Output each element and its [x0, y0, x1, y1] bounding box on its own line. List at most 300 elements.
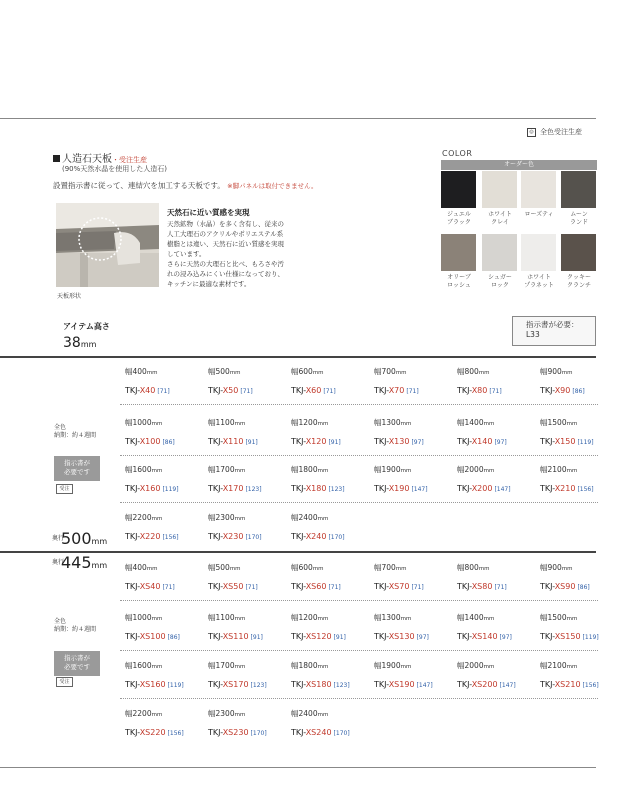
order-badge: 受注 — [56, 484, 73, 494]
code-model: X240 — [305, 532, 327, 541]
width-value: 600 — [298, 367, 313, 376]
product-cell — [457, 612, 535, 641]
lead-time-label — [54, 618, 96, 634]
product-cell — [291, 366, 369, 395]
width-unit: mm — [483, 468, 495, 474]
code-prefix: TKJ- — [208, 532, 223, 541]
product-cell — [291, 417, 369, 446]
width-label — [540, 562, 618, 573]
width-label — [374, 612, 452, 623]
code-model: X230 — [222, 532, 244, 541]
code-prefix: TKJ- — [291, 728, 306, 737]
product-code — [540, 582, 618, 591]
color-label: COLOR — [442, 149, 473, 158]
product-cell — [208, 660, 286, 689]
width-label — [374, 417, 452, 428]
color-swatch-name: クッキー クランチ — [566, 274, 591, 289]
product-code — [540, 632, 618, 641]
price-code: [170] — [245, 534, 262, 541]
code-prefix: TKJ- — [291, 437, 306, 446]
width-label — [291, 612, 369, 623]
width-prefix: 幅 — [125, 418, 133, 427]
width-value: 2300 — [215, 513, 235, 522]
product-cell — [540, 417, 618, 446]
code-model: XS80 — [471, 582, 493, 591]
width-prefix: 幅 — [540, 465, 548, 474]
depth-kanji: 奥行 — [52, 535, 65, 543]
width-prefix: 幅 — [457, 418, 465, 427]
width-label — [208, 464, 286, 475]
made-to-order-note — [527, 127, 582, 137]
width-prefix: 幅 — [457, 465, 465, 474]
color-swatch-name: ジュエル ブラック — [447, 211, 471, 226]
price-code: [123] — [250, 682, 267, 689]
color-swatch — [521, 171, 556, 208]
width-unit: mm — [478, 370, 490, 376]
product-code — [125, 437, 203, 446]
width-prefix: 幅 — [374, 418, 382, 427]
width-prefix: 幅 — [291, 563, 299, 572]
product-code — [540, 386, 618, 395]
code-model: XS70 — [388, 582, 410, 591]
code-model: X150 — [554, 437, 576, 446]
width-value: 1800 — [298, 465, 318, 474]
width-unit: mm — [151, 421, 163, 427]
width-value: 1400 — [464, 418, 484, 427]
code-prefix: TKJ- — [125, 728, 140, 737]
width-unit: mm — [566, 421, 578, 427]
row-divider — [120, 502, 598, 504]
width-label — [457, 464, 535, 475]
product-code — [291, 582, 369, 591]
product-code — [291, 532, 369, 541]
width-value: 2200 — [132, 513, 152, 522]
instruction-required-badge — [54, 456, 100, 481]
code-model: X210 — [554, 484, 576, 493]
product-cell — [291, 660, 369, 689]
width-unit: mm — [151, 616, 163, 622]
instruction-line-2: L33 — [526, 330, 540, 339]
feature-line: 天然鉱物（水晶）を多く含有し、従来の — [167, 220, 284, 228]
width-unit: mm — [566, 664, 578, 670]
product-code — [208, 532, 286, 541]
code-model: XS130 — [388, 632, 415, 641]
price-code: [71] — [406, 388, 419, 395]
product-code — [457, 632, 535, 641]
badge-line: 指示書が — [64, 459, 90, 467]
product-code — [125, 680, 203, 689]
width-prefix: 幅 — [208, 418, 216, 427]
width-unit: mm — [146, 566, 158, 572]
width-prefix: 幅 — [540, 367, 548, 376]
code-model: XS220 — [139, 728, 166, 737]
width-unit: mm — [151, 664, 163, 670]
color-swatch — [561, 171, 596, 208]
code-model: X180 — [305, 484, 327, 493]
code-model: X80 — [471, 386, 488, 395]
price-code: [97] — [416, 634, 429, 641]
lead-time-line: 納期：約４週間 — [54, 432, 97, 439]
width-unit: mm — [566, 616, 578, 622]
width-unit: mm — [151, 468, 163, 474]
color-swatch — [441, 234, 476, 271]
code-model: XS50 — [222, 582, 244, 591]
code-model: X160 — [139, 484, 161, 493]
width-label — [374, 464, 452, 475]
product-code — [291, 386, 369, 395]
width-prefix: 幅 — [540, 418, 548, 427]
code-model: XS140 — [471, 632, 498, 641]
depth-value: 445 — [61, 553, 92, 572]
product-code — [540, 680, 618, 689]
code-model: XS60 — [305, 582, 327, 591]
order-mark-icon: ◎ — [527, 128, 536, 137]
width-unit: mm — [400, 616, 412, 622]
code-prefix: TKJ- — [374, 386, 389, 395]
width-value: 900 — [547, 563, 562, 572]
code-model: XS230 — [222, 728, 249, 737]
width-label — [208, 562, 286, 573]
width-unit: mm — [312, 566, 324, 572]
row-divider — [120, 698, 598, 700]
product-cell — [540, 562, 618, 591]
feature-heading: 天然石に近い質感を実現 — [167, 208, 250, 217]
price-code: [97] — [494, 439, 507, 446]
code-prefix: TKJ- — [457, 680, 472, 689]
depth-label — [52, 553, 107, 572]
width-value: 1900 — [381, 465, 401, 474]
width-label — [457, 660, 535, 671]
width-label — [540, 660, 618, 671]
product-cell — [457, 464, 535, 493]
width-prefix: 幅 — [291, 513, 299, 522]
width-value: 800 — [464, 367, 479, 376]
product-note-warning: ※脚パネルは取付できません。 — [227, 182, 318, 190]
width-label — [291, 512, 369, 523]
code-prefix: TKJ- — [457, 437, 472, 446]
row-divider — [120, 404, 598, 406]
product-code — [291, 728, 369, 737]
code-model: X120 — [305, 437, 327, 446]
item-height-label: アイテム高さ — [63, 322, 110, 331]
width-label — [125, 660, 203, 671]
width-prefix: 幅 — [540, 563, 548, 572]
width-unit: mm — [317, 421, 329, 427]
code-prefix: TKJ- — [457, 632, 472, 641]
product-code — [208, 632, 286, 641]
product-code — [457, 582, 535, 591]
width-value: 1100 — [215, 613, 235, 622]
depth-unit: mm — [91, 537, 108, 546]
width-prefix: 幅 — [291, 465, 299, 474]
price-code: [170] — [328, 534, 345, 541]
width-value: 1600 — [132, 661, 152, 670]
badge-line: 指示書が — [64, 654, 90, 662]
width-label — [374, 660, 452, 671]
code-model: XS40 — [139, 582, 161, 591]
instruction-box — [512, 316, 596, 346]
price-code: [91] — [333, 634, 346, 641]
code-model: XS90 — [554, 582, 576, 591]
color-swatch — [521, 234, 556, 271]
width-value: 1300 — [381, 613, 401, 622]
width-prefix: 幅 — [208, 709, 216, 718]
feature-line: しています。 — [167, 250, 206, 258]
product-subtitle: (90%天然水晶を使用した人造石) — [62, 165, 168, 173]
width-unit: mm — [151, 516, 163, 522]
lead-time-line: 納期：約４週間 — [54, 626, 97, 633]
color-swatch-name: ムーン ランド — [569, 211, 588, 226]
width-unit: mm — [483, 664, 495, 670]
width-unit: mm — [234, 516, 246, 522]
width-unit: mm — [317, 664, 329, 670]
code-prefix: TKJ- — [208, 484, 223, 493]
product-code — [208, 386, 286, 395]
code-model: X50 — [222, 386, 239, 395]
width-label — [125, 512, 203, 523]
width-prefix: 幅 — [125, 465, 133, 474]
price-code: [86] — [162, 439, 175, 446]
item-height-value — [63, 335, 96, 351]
product-cell — [208, 417, 286, 446]
width-unit: mm — [151, 712, 163, 718]
width-label — [208, 660, 286, 671]
product-title — [53, 150, 147, 165]
width-unit: mm — [229, 370, 241, 376]
depth-value: 500 — [61, 529, 92, 548]
width-label — [291, 708, 369, 719]
product-code — [374, 680, 452, 689]
width-value: 1200 — [298, 418, 318, 427]
price-code: [147] — [411, 486, 428, 493]
color-swatch — [482, 171, 517, 208]
price-code: [91] — [245, 439, 258, 446]
product-cell — [374, 660, 452, 689]
code-prefix: TKJ- — [208, 386, 223, 395]
width-unit: mm — [400, 468, 412, 474]
code-prefix: TKJ- — [540, 680, 555, 689]
code-prefix: TKJ- — [374, 484, 389, 493]
code-prefix: TKJ- — [540, 484, 555, 493]
code-prefix: TKJ- — [457, 484, 472, 493]
width-unit: mm — [234, 712, 246, 718]
product-code — [208, 437, 286, 446]
code-prefix: TKJ- — [208, 437, 223, 446]
product-cell — [291, 512, 369, 541]
price-code: [156] — [582, 682, 599, 689]
code-prefix: TKJ- — [291, 532, 306, 541]
item-height-unit: mm — [80, 340, 97, 349]
code-prefix: TKJ- — [457, 386, 472, 395]
width-prefix: 幅 — [374, 661, 382, 670]
width-unit: mm — [234, 421, 246, 427]
price-code: [156] — [577, 486, 594, 493]
product-cell — [374, 562, 452, 591]
width-unit: mm — [395, 370, 407, 376]
width-prefix: 幅 — [374, 367, 382, 376]
code-model: XS120 — [305, 632, 332, 641]
code-model: X130 — [388, 437, 410, 446]
width-prefix: 幅 — [457, 613, 465, 622]
code-prefix: TKJ- — [374, 437, 389, 446]
product-cell — [208, 366, 286, 395]
product-code — [457, 484, 535, 493]
product-code — [125, 582, 203, 591]
instruction-required-badge — [54, 651, 100, 676]
code-model: X70 — [388, 386, 405, 395]
product-cell — [374, 417, 452, 446]
width-unit: mm — [561, 370, 573, 376]
price-code: [147] — [416, 682, 433, 689]
code-prefix: TKJ- — [208, 632, 223, 641]
top-rule — [0, 118, 596, 119]
section-rule — [0, 356, 596, 358]
lead-time-line: 全色 — [54, 618, 67, 625]
code-prefix: TKJ- — [291, 386, 306, 395]
price-code: [156] — [162, 534, 179, 541]
code-prefix: TKJ- — [125, 632, 140, 641]
code-model: XS240 — [305, 728, 332, 737]
code-model: X100 — [139, 437, 161, 446]
code-model: X110 — [222, 437, 244, 446]
width-value: 500 — [215, 367, 230, 376]
price-code: [147] — [499, 682, 516, 689]
width-label — [291, 464, 369, 475]
width-prefix: 幅 — [374, 465, 382, 474]
product-code — [125, 632, 203, 641]
product-title-tag: ・受注生産 — [112, 156, 147, 164]
code-prefix: TKJ- — [291, 632, 306, 641]
width-label — [291, 562, 369, 573]
product-cell — [125, 417, 203, 446]
code-model: X90 — [554, 386, 571, 395]
code-model: X60 — [305, 386, 322, 395]
width-unit: mm — [146, 370, 158, 376]
width-label — [540, 366, 618, 377]
price-code: [71] — [157, 388, 170, 395]
width-label — [291, 417, 369, 428]
width-label — [125, 464, 203, 475]
product-code — [540, 437, 618, 446]
color-swatch-name: ホワイト プラネット — [524, 274, 554, 289]
product-cell — [125, 612, 203, 641]
feature-line: れの浸み込みにくい仕様になっており、 — [167, 270, 284, 278]
width-value: 400 — [132, 563, 147, 572]
width-unit: mm — [395, 566, 407, 572]
price-code: [71] — [245, 584, 258, 591]
price-code: [71] — [489, 388, 502, 395]
product-cell — [374, 366, 452, 395]
code-prefix: TKJ- — [208, 680, 223, 689]
width-value: 1000 — [132, 613, 152, 622]
width-value: 1700 — [215, 661, 235, 670]
price-code: [71] — [494, 584, 507, 591]
width-label — [208, 612, 286, 623]
price-code: [86] — [167, 634, 180, 641]
width-value: 800 — [464, 563, 479, 572]
price-code: [71] — [323, 388, 336, 395]
code-prefix: TKJ- — [540, 632, 555, 641]
code-model: XS160 — [139, 680, 166, 689]
code-prefix: TKJ- — [208, 582, 223, 591]
product-code — [374, 484, 452, 493]
width-label — [457, 562, 535, 573]
width-prefix: 幅 — [540, 613, 548, 622]
product-cell — [208, 512, 286, 541]
price-code: [119] — [577, 439, 594, 446]
product-code — [457, 680, 535, 689]
width-unit: mm — [317, 712, 329, 718]
width-prefix: 幅 — [291, 709, 299, 718]
code-model: XS200 — [471, 680, 498, 689]
product-cell — [208, 562, 286, 591]
product-note-text: 設置指示書に従って、連結穴を加工する天板です。 — [53, 181, 225, 190]
countertop-photo — [56, 203, 159, 287]
feature-line: さらに天然の大理石と比べ、もろさや汚 — [167, 260, 284, 268]
width-prefix: 幅 — [291, 613, 299, 622]
code-prefix: TKJ- — [291, 484, 306, 493]
product-cell — [457, 417, 535, 446]
code-model: XS180 — [305, 680, 332, 689]
color-swatch-name: ローズティ — [524, 211, 554, 218]
product-code — [208, 484, 286, 493]
width-label — [374, 366, 452, 377]
depth-unit: mm — [91, 561, 108, 570]
width-label — [208, 512, 286, 523]
code-prefix: TKJ- — [125, 582, 140, 591]
product-cell — [540, 612, 618, 641]
code-model: X170 — [222, 484, 244, 493]
color-swatch — [561, 234, 596, 271]
bullet-square-icon — [53, 155, 60, 162]
width-label — [125, 612, 203, 623]
product-title-text: 人造石天板 — [62, 154, 112, 165]
code-model: XS150 — [554, 632, 581, 641]
width-prefix: 幅 — [291, 367, 299, 376]
width-value: 1400 — [464, 613, 484, 622]
code-model: XS100 — [139, 632, 166, 641]
product-code — [291, 680, 369, 689]
product-cell — [125, 464, 203, 493]
product-code — [291, 484, 369, 493]
width-value: 2400 — [298, 513, 318, 522]
width-prefix: 幅 — [457, 563, 465, 572]
product-cell — [208, 708, 286, 737]
width-value: 2100 — [547, 465, 567, 474]
product-code — [208, 728, 286, 737]
width-value: 2300 — [215, 709, 235, 718]
product-code — [457, 386, 535, 395]
width-prefix: 幅 — [540, 661, 548, 670]
product-code — [125, 532, 203, 541]
width-unit: mm — [483, 616, 495, 622]
product-code — [291, 632, 369, 641]
feature-line: 人工大理石のアクリルやポリエステル系 — [167, 230, 284, 238]
width-value: 1500 — [547, 418, 567, 427]
width-prefix: 幅 — [125, 367, 133, 376]
width-prefix: 幅 — [208, 613, 216, 622]
price-code: [119] — [162, 486, 179, 493]
price-code: [123] — [333, 682, 350, 689]
product-code — [208, 680, 286, 689]
width-label — [208, 708, 286, 719]
product-cell — [291, 612, 369, 641]
product-code — [374, 632, 452, 641]
product-cell — [540, 660, 618, 689]
width-label — [125, 366, 203, 377]
code-model: X190 — [388, 484, 410, 493]
row-divider — [120, 650, 598, 652]
